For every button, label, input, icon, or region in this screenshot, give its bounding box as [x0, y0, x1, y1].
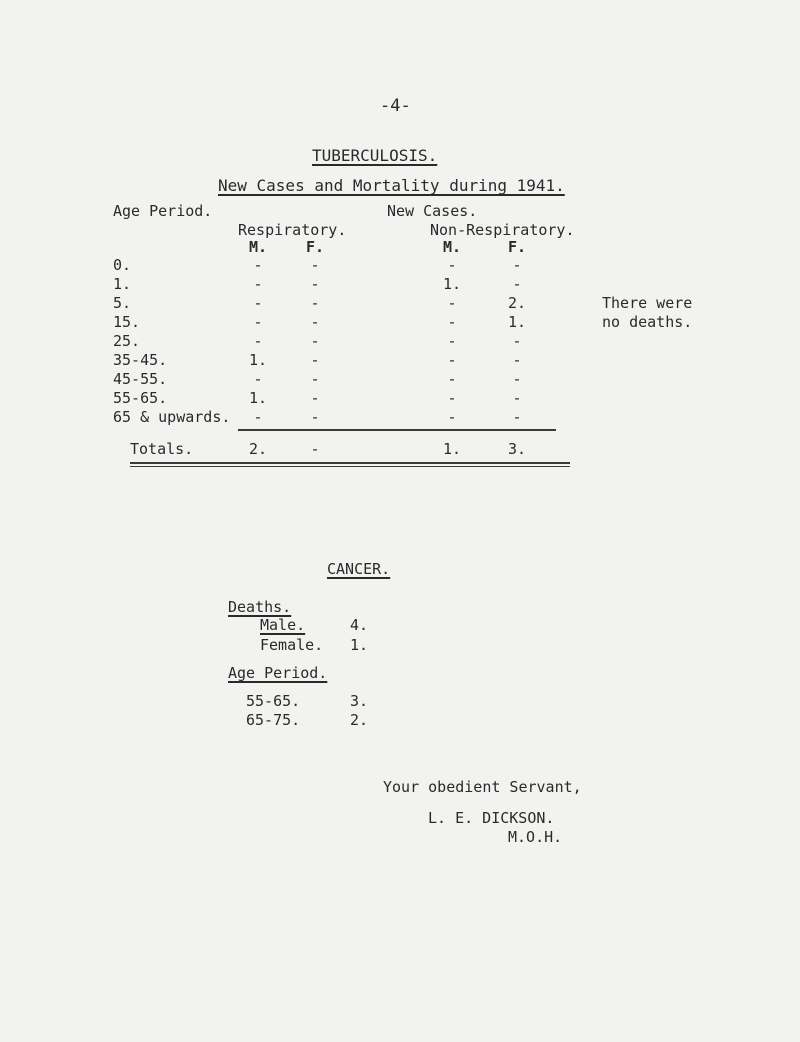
totals-bottom-rule — [130, 462, 570, 464]
nonresp-f-cell: 1. — [507, 313, 527, 331]
nonresp-f-cell: - — [512, 275, 522, 293]
resp-m-cell: - — [253, 256, 263, 274]
age-cell: 55-65. — [113, 389, 168, 407]
nonresp-m-cell: - — [447, 332, 457, 350]
resp-f-cell: - — [310, 294, 320, 312]
resp-f-header: F. — [305, 238, 325, 256]
age-cell: 45-55. — [113, 370, 168, 388]
resp-f-cell: - — [310, 408, 320, 426]
resp-m-cell: 1. — [248, 351, 268, 369]
deaths-female-label: Female. — [260, 636, 324, 654]
non-respiratory-header: Non-Respiratory. — [430, 221, 575, 239]
deaths-female-value: 1. — [350, 636, 369, 654]
side-note-line2: no deaths. — [602, 313, 693, 331]
nonresp-f-cell: - — [512, 370, 522, 388]
totals-resp-m: 2. — [248, 440, 268, 458]
resp-f-cell: - — [310, 389, 320, 407]
tuberculosis-subtitle: New Cases and Mortality during 1941. — [218, 176, 565, 195]
age-65-75-value: 2. — [350, 711, 369, 729]
nonresp-m-header: M. — [442, 238, 462, 256]
deaths-heading: Deaths. — [228, 598, 292, 616]
resp-m-cell: - — [253, 313, 263, 331]
nonresp-f-cell: - — [512, 256, 522, 274]
new-cases-header: New Cases. — [387, 202, 478, 220]
nonresp-m-cell: - — [447, 370, 457, 388]
signature-name: L. E. DICKSON. — [428, 809, 555, 827]
resp-m-cell: - — [253, 332, 263, 350]
nonresp-f-cell: - — [512, 332, 522, 350]
age-55-65-value: 3. — [350, 692, 369, 710]
nonresp-f-cell: - — [512, 389, 522, 407]
page-number: -4- — [380, 96, 411, 116]
totals-top-rule — [238, 429, 556, 431]
resp-m-header: M. — [248, 238, 268, 256]
nonresp-m-cell: - — [447, 408, 457, 426]
signature-closing: Your obedient Servant, — [383, 778, 582, 796]
totals-label: Totals. — [130, 440, 194, 458]
nonresp-f-cell: 2. — [507, 294, 527, 312]
resp-m-cell: - — [253, 294, 263, 312]
totals-nonresp-m: 1. — [442, 440, 462, 458]
resp-f-cell: - — [310, 313, 320, 331]
nonresp-m-cell: - — [447, 351, 457, 369]
age-period-heading: Age Period. — [228, 664, 328, 682]
respiratory-header: Respiratory. — [238, 221, 347, 239]
nonresp-f-cell: - — [512, 351, 522, 369]
resp-m-cell: 1. — [248, 389, 268, 407]
deaths-male-value: 4. — [350, 616, 369, 634]
nonresp-f-cell: - — [512, 408, 522, 426]
resp-f-cell: - — [310, 275, 320, 293]
resp-f-cell: - — [310, 351, 320, 369]
resp-m-cell: - — [253, 408, 263, 426]
age-cell: 25. — [113, 332, 141, 350]
deaths-male-label: Male. — [260, 616, 306, 634]
age-65-75-label: 65-75. — [246, 711, 301, 729]
tuberculosis-title: TUBERCULOSIS. — [312, 146, 438, 165]
age-55-65-label: 55-65. — [246, 692, 301, 710]
cancer-title: CANCER. — [327, 560, 391, 578]
resp-f-cell: - — [310, 332, 320, 350]
totals-nonresp-f: 3. — [507, 440, 527, 458]
nonresp-m-cell: - — [447, 256, 457, 274]
age-period-header: Age Period. — [113, 202, 213, 220]
age-cell: 35-45. — [113, 351, 168, 369]
age-cell: 15. — [113, 313, 141, 331]
nonresp-f-header: F. — [507, 238, 527, 256]
nonresp-m-cell: - — [447, 294, 457, 312]
age-cell: 1. — [113, 275, 132, 293]
side-note-line1: There were — [602, 294, 693, 312]
totals-bottom-rule-2 — [130, 466, 570, 467]
nonresp-m-cell: 1. — [442, 275, 462, 293]
resp-f-cell: - — [310, 256, 320, 274]
resp-f-cell: - — [310, 370, 320, 388]
signature-title: M.O.H. — [508, 828, 563, 846]
resp-m-cell: - — [253, 275, 263, 293]
resp-m-cell: - — [253, 370, 263, 388]
nonresp-m-cell: - — [447, 313, 457, 331]
age-cell: 5. — [113, 294, 132, 312]
totals-resp-f: - — [310, 440, 320, 458]
age-cell: 0. — [113, 256, 132, 274]
age-cell: 65 & upwards. — [113, 408, 231, 426]
nonresp-m-cell: - — [447, 389, 457, 407]
